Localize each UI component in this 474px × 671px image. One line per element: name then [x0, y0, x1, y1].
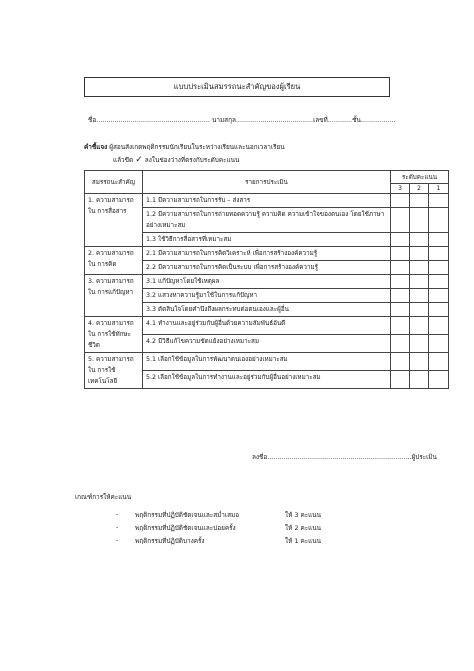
surname-label: นามสกุล [212, 116, 236, 124]
table-row [85, 317, 449, 335]
criteria-score: ให้ 3 คะแนน [285, 511, 322, 519]
score-cell[interactable] [391, 233, 410, 247]
score-cell[interactable] [391, 275, 410, 289]
name-label: ชื่อ [88, 116, 97, 124]
criteria-heading: เกณฑ์การให้คะแนน [75, 493, 132, 501]
score-cell[interactable] [429, 208, 449, 233]
score-cell[interactable] [410, 371, 429, 389]
score-cell[interactable] [410, 303, 429, 317]
score-level-1: 1 [429, 184, 449, 194]
header-score: ระดับคะแนน [391, 171, 449, 184]
number-label: เลขที่ [313, 116, 328, 124]
instructions-label: คำชี้แจง [84, 143, 108, 151]
instructions-line-2 [113, 155, 239, 165]
surname-field[interactable]: ...................................... [235, 116, 314, 124]
score-cell[interactable] [429, 289, 449, 303]
signature-role: ผู้ประเมิน [411, 453, 437, 461]
score-cell[interactable] [429, 233, 449, 247]
table-row [85, 275, 449, 289]
instructions-line-1 [84, 142, 285, 152]
score-cell[interactable] [391, 194, 410, 208]
signature-label: ลงชื่อ [252, 453, 268, 461]
item-1-1: 1.1 มีความสามารถในการรับ – ส่งสาร [143, 194, 391, 208]
table-header-row [85, 171, 449, 184]
score-cell[interactable] [391, 335, 410, 353]
score-cell[interactable] [410, 194, 429, 208]
score-cell[interactable] [410, 233, 429, 247]
item-4-1: 4.1 ทำงานและอยู่ร่วมกับผู้อื่นด้วยความสัมพันธ์อันดี [143, 317, 391, 335]
score-level-2: 2 [410, 184, 429, 194]
instructions-prefix: แล้วขีด [113, 156, 134, 164]
item-5-1: 5.1 เลือกใช้ข้อมูลในการพัฒนาตนเองอย่างเหมาะสม [143, 353, 391, 371]
criteria-score: ให้ 2 คะแนน [285, 524, 322, 532]
competency-1: 1. ความสามารถใน การสื่อสาร [85, 194, 143, 247]
score-cell[interactable] [429, 353, 449, 371]
score-cell[interactable] [410, 317, 429, 335]
score-cell[interactable] [410, 289, 429, 303]
number-field[interactable]: ............ [327, 116, 353, 124]
criteria-dash: - [116, 523, 119, 531]
score-cell[interactable] [391, 289, 410, 303]
score-cell[interactable] [410, 261, 429, 275]
competency-4: 4. ความสามารถใน การใช้ทักษะชีวิต [85, 317, 143, 353]
table-row [85, 353, 449, 371]
score-cell[interactable] [429, 303, 449, 317]
item-1-3: 1.3 ใช้วิธีการสื่อสารที่เหมาะสม [143, 233, 391, 247]
item-2-1: 2.1 มีความสามารถในการคิดวิเคราะห์ เพื่อการสร้างองค์ความรู้ [143, 247, 391, 261]
score-cell[interactable] [429, 194, 449, 208]
score-cell[interactable] [391, 247, 410, 261]
item-5-2: 5.2 เลือกใช้ข้อมูลในการทำงานและอยู่ร่วมกับผู้อื่นอย่างเหมาะสม [143, 371, 391, 389]
item-3-1: 3.1 แก้ปัญหาโดยใช้เหตุผล [143, 275, 391, 289]
score-cell[interactable] [391, 261, 410, 275]
grade-label: ชั้น [352, 116, 361, 124]
student-info-line [88, 115, 395, 125]
score-cell[interactable] [429, 275, 449, 289]
score-cell[interactable] [410, 247, 429, 261]
score-cell[interactable] [429, 261, 449, 275]
score-cell[interactable] [429, 247, 449, 261]
item-1-2: 1.2 มีความสามารถในการถ่ายทอดความรู้ ความคิด ความเข้าใจของตนเอง โดยใช้ภาษาอย่างเหมาะสม [143, 208, 391, 233]
table-row [85, 247, 449, 261]
competency-2: 2. ความสามารถใน การคิด [85, 247, 143, 275]
instructions-text: ผู้สอนสังเกตพฤติกรรมนักเรียนในระหว่างเรียนและนอกเวลาเรียน [109, 143, 285, 151]
score-cell[interactable] [391, 353, 410, 371]
criteria-desc: พฤติกรรมที่ปฏิบัติบางครั้ง [135, 537, 205, 545]
score-cell[interactable] [429, 335, 449, 353]
score-cell[interactable] [391, 371, 410, 389]
criteria-dash: - [116, 510, 119, 518]
criteria-dash: - [116, 536, 119, 544]
header-items: รายการประเมิน [143, 171, 391, 194]
score-cell[interactable] [391, 208, 410, 233]
criteria-desc: พฤติกรรมที่ปฏิบัติชัดเจนและบ่อยครั้ง [135, 524, 236, 532]
signature-line [252, 452, 437, 462]
name-field[interactable]: ........................................................ [96, 116, 210, 124]
assessment-table [84, 170, 449, 389]
criteria-desc: พฤติกรรมที่ปฏิบัติชัดเจนและสม่ำเสมอ [135, 511, 240, 519]
table-row [85, 194, 449, 208]
score-level-3: 3 [391, 184, 410, 194]
header-competency: สมรรถนะสำคัญ [85, 171, 143, 194]
score-cell[interactable] [391, 303, 410, 317]
item-3-3: 3.3 ตัดสินใจโดยคำนึงถึงผลกระทบต่อตนเองและผู้อื่น [143, 303, 391, 317]
score-cell[interactable] [410, 335, 429, 353]
competency-3: 3. ความสามารถใน การแก้ปัญหา [85, 275, 143, 317]
score-cell[interactable] [410, 353, 429, 371]
criteria-score: ให้ 1 คะแนน [285, 537, 322, 545]
score-cell[interactable] [429, 371, 449, 389]
competency-5: 5. ความสามารถใน การใช้เทคโนโลยี [85, 353, 143, 389]
instructions-suffix: ลงในช่องว่างที่ตรงกับระดับคะแนน [144, 156, 240, 164]
checkmark-icon: ✓ [135, 155, 143, 165]
item-2-2: 2.2 มีความสามารถในการคิดเป็นระบบ เพื่อการสร้างองค์ความรู้ [143, 261, 391, 275]
score-cell[interactable] [429, 317, 449, 335]
item-4-2: 4.2 มีวิธีแก้ไขความขัดแย้งอย่างเหมาะสม [143, 335, 391, 353]
form-title: แบบประเมินสมรรถนะสำคัญของผู้เรียน [84, 77, 390, 97]
item-3-2: 3.2 แสวงหาความรู้มาใช้ในการแก้ปัญหา [143, 289, 391, 303]
score-cell[interactable] [410, 275, 429, 289]
grade-field[interactable]: ................. [360, 116, 396, 124]
score-cell[interactable] [410, 208, 429, 233]
score-cell[interactable] [391, 317, 410, 335]
signature-field[interactable]: ....................................................................... [267, 453, 412, 461]
